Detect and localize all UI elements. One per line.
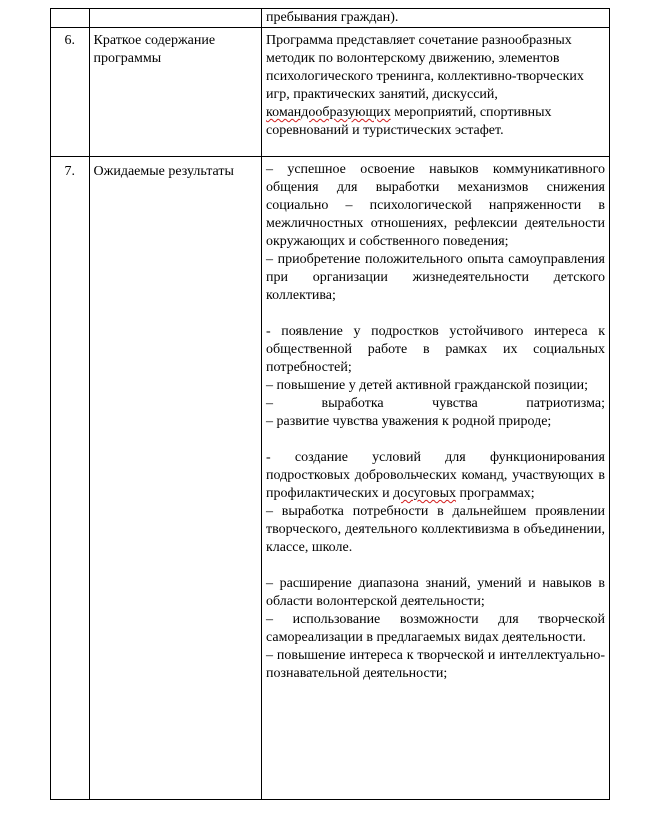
content-cell bbox=[262, 9, 610, 28]
result-item: - появление у подростков устойчивого интереса к общественной работе в рамках их социальных потребностей; bbox=[266, 324, 605, 375]
row-content-6 bbox=[262, 28, 610, 157]
row-name-7: Ожидаемые результаты bbox=[89, 157, 261, 800]
summary-text-end: мероприятий, спортивных соревнований и туристических эстафет. bbox=[266, 105, 552, 138]
result-item-flagged: досуговых bbox=[393, 486, 457, 501]
summary-text-flagged: командообразующих bbox=[266, 105, 391, 120]
row-number-7: 7. bbox=[51, 157, 90, 800]
result-item bbox=[266, 449, 605, 503]
table-row-6 bbox=[51, 28, 610, 157]
result-item: – выработка чувства патриотизма; bbox=[266, 396, 605, 411]
result-item: – успешное освоение навыков коммуникативного общения для выработки механизмов снижения социально – психологической напряженности в межличностных отношениях, рефлексии деятельности окружающих и собственного поведения; bbox=[266, 162, 605, 249]
result-item: – использование возможности для творческой самореализации в предлагаемых видах деятельности. bbox=[266, 612, 605, 645]
result-item-text: программах; bbox=[456, 486, 535, 501]
number-cell bbox=[51, 9, 90, 28]
result-item: – развитие чувства уважения к родной природе; bbox=[266, 414, 552, 429]
result-item: – выработка потребности в дальнейшем проявлении творческого, деятельного коллективизма в объединении, классе, школе. bbox=[266, 504, 605, 555]
name-cell bbox=[89, 9, 261, 28]
row-name-6: Краткое содержание программы bbox=[89, 28, 261, 157]
result-item: – приобретение положительного опыта самоуправления при организации жизнедеятельности детского коллектива; bbox=[266, 252, 605, 303]
result-item: – повышение интереса к творческой и интеллектуально-познавательной деятельности; bbox=[266, 648, 605, 681]
table-row-continuation bbox=[51, 9, 610, 28]
row-content-7 bbox=[262, 157, 610, 800]
program-table bbox=[50, 8, 610, 800]
result-item: – расширение диапазона знаний, умений и навыков в области волонтерской деятельности; bbox=[266, 576, 605, 609]
table-row-7 bbox=[51, 157, 610, 800]
result-item: – повышение у детей активной гражданской позиции; bbox=[266, 378, 589, 393]
result-item-text: - создание условий для функционирования подростковых добровольческих команд, участвующих в профилактических и bbox=[266, 450, 605, 501]
summary-text-start: Программа представляет сочетание разнообразных методик по волонтерскому движению, элементов психологического тренинга, коллективно-творческих игр, практических занятий, дискуссий, bbox=[266, 33, 584, 102]
continuation-text: пребывания граждан). bbox=[266, 10, 399, 25]
row-number-6: 6. bbox=[51, 28, 90, 157]
